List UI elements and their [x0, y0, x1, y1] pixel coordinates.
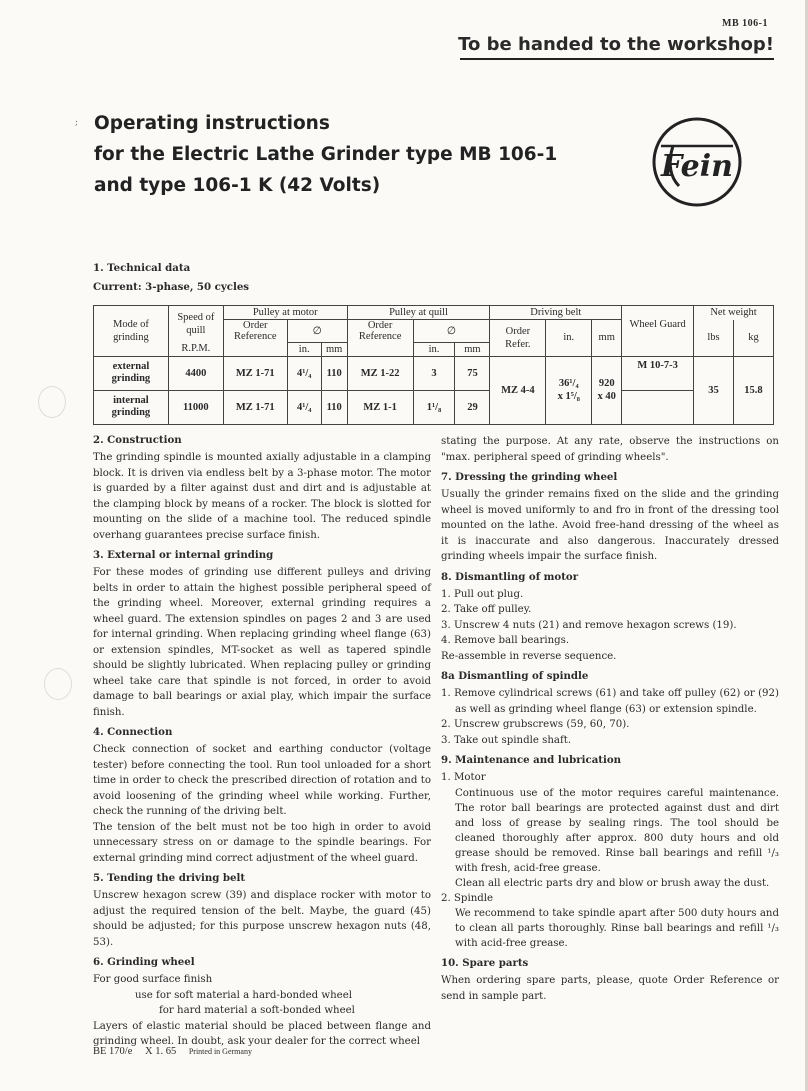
fein-logo-icon [651, 116, 743, 208]
section-heading: 2. Construction [93, 434, 182, 446]
workshop-notice: To be handed to the workshop! [458, 34, 774, 55]
cell-quill-ref: MZ 1-1 [347, 390, 413, 424]
section-heading: 8. Dismantling of motor [441, 570, 579, 583]
list-item: 2. Take off pulley. [441, 604, 532, 615]
left-column [93, 434, 431, 1050]
cell-mode: internal grinding [94, 390, 169, 424]
cell-speed: 4400 [168, 356, 223, 390]
footer-printed: Printed in Germany [188, 1047, 252, 1056]
section-text: Check connection of socket and earthing conductor (voltage tester) before connecting the tool. Run tool unloaded for a short time in order to check the prescribed direction of rotation and to avoid loosening of the grinding wheel while working. Further, check the running of the driving belt. [93, 744, 431, 817]
header-rule [460, 58, 774, 60]
header-belt: Driving belt [490, 306, 622, 320]
cell-lbs: 35 [694, 356, 734, 424]
maintenance-label: 2. Spindle [441, 892, 494, 904]
cell-motor-in: 4¹/₄ [287, 356, 321, 390]
cell-kg: 15.8 [733, 356, 773, 424]
header-rpm: R.P.M. [168, 342, 223, 356]
footer-code: BE 170/e [93, 1046, 133, 1057]
section-heading: 10. Spare parts [441, 957, 529, 969]
header-kg: kg [733, 320, 773, 357]
section-text: use for soft material a hard-bonded wheel [135, 989, 352, 1001]
motor-steps [441, 587, 779, 649]
table-row [94, 390, 774, 424]
section-heading: 6. Grinding wheel [93, 956, 195, 968]
right-column [441, 434, 779, 1004]
section-text: For good surface finish [93, 974, 213, 985]
section-text: Clean all electric parts dry and blow or brush away the dust. [455, 877, 770, 889]
header-diameter: ∅ [287, 320, 347, 343]
cell-quill-mm: 29 [455, 390, 490, 424]
cell-speed: 11000 [168, 390, 223, 424]
footer-date: X 1. 65 [145, 1046, 177, 1057]
section-text: The tension of the belt must not be too high in order to avoid unnecessary stress on or damage to the spindle bearings. For external grinding mind correct adjustment of the wheel guard. [93, 821, 431, 864]
section-text: For these modes of grinding use different pulleys and driving belts in order to attain the highest possible peripheral speed of the grinding wheel. Moreover, external grinding requires a wheel guard. The extension spindles on pages 2 and 3 are used for internal grinding. When replacing grinding wheel flange (63) or extension spindles, MT-socket as well as tapered spindle should be slightly lubricated. When replacing pulley or grinding wheel take care that spindle is not forced, in order to avoid damage to ball bearings or axial play, which impair the surface finish. [93, 567, 431, 718]
cell-motor-ref: MZ 1-71 [223, 356, 287, 390]
section-heading: 3. External or internal grinding [93, 549, 274, 561]
section-heading: 9. Maintenance and lubrication [441, 754, 622, 766]
cell-belt-mm [592, 356, 622, 424]
section-heading: 8a Dismantling of spindle [441, 670, 589, 682]
cell-quill-mm: 75 [455, 356, 490, 390]
header-diameter: ∅ [413, 320, 490, 343]
title-line: Operating instructions [94, 113, 330, 134]
logo-text: Fein [661, 149, 733, 184]
cell-belt-in [546, 356, 592, 424]
cell-guard [622, 390, 694, 424]
cell-quill-in: 1¹/₈ [413, 390, 455, 424]
section-text: When ordering spare parts, please, quote Order Reference or send in sample part. [441, 975, 779, 1002]
technical-heading: 1. Technical data [93, 262, 191, 274]
list-item: 4. Remove ball bearings. [441, 635, 570, 646]
belt-mm-line: x 40 [597, 391, 616, 402]
header-wheel-guard: Wheel Guard [622, 306, 694, 343]
header-lbs: lbs [694, 320, 734, 357]
header-motor-ref-spacer [223, 342, 287, 356]
section-heading: 4. Connection [93, 726, 173, 738]
list-item: 2. Unscrew grubscrews (59, 60, 70). [441, 719, 630, 730]
section-text: stating the purpose. At any rate, observe the instructions on "max. peripheral speed of grinding wheels". [441, 436, 779, 463]
header-net-weight: Net weight [694, 306, 774, 320]
technical-table [93, 305, 774, 425]
header-in: in. [413, 342, 455, 356]
section-text: Usually the grinder remains fixed on the slide and the grinding wheel is moved uniformly to and fro in front of the dressing tool mounted on the lathe. Avoid free-hand dressing of the wheel as it is inaccurate and also dangerous. Inaccurately dressed grinding wheels impair the surface finish. [441, 489, 779, 562]
title-line: for the Electric Lathe Grinder type MB 106-1 [94, 144, 558, 165]
header-quill-ref-spacer [347, 342, 413, 356]
section-text: Layers of elastic material should be placed between flange and grinding wheel. In doubt, ask your dealer for the correct wheel [93, 1020, 431, 1047]
belt-mm-line: 920 [598, 378, 615, 389]
list-item: 1. Pull out plug. [441, 588, 524, 600]
header-mode: Mode of grinding [94, 306, 169, 357]
maintenance-label: 1. Motor [441, 772, 486, 783]
section-text: We recommend to take spindle apart after 500 duty hours and to clean all parts thoroughly. Rinse ball bearings and refill ¹/₃ with acid-free grease. [455, 908, 779, 949]
punch-hole [44, 668, 72, 700]
section-text: The grinding spindle is mounted axially adjustable in a clamping block. It is driven via endless belt by a 3-phase motor. The motor is guarded by a filter against dust and dirt and is adjustable at the clamping block by means of a rocker. The block is slotted for mounting on the slide of a machine tool. The reduced spindle overhang guarantees precise surface finish. [93, 452, 431, 541]
cell-guard: M 10-7-3 [622, 356, 694, 390]
header-in: in. [287, 342, 321, 356]
list-item: 3. Take out spindle shaft. [441, 734, 572, 746]
punch-hole [38, 386, 66, 418]
list-item: 3. Unscrew 4 nuts (21) and remove hexagon screws (19). [441, 619, 737, 631]
header-order-refer: Order Refer. [490, 320, 546, 357]
belt-in-line: 36¹/₄ [558, 378, 579, 389]
section-text: Continuous use of the motor requires careful maintenance. The rotor ball bearings are protected against dust and dirt and loss of grease by sealing rings. The tool should be cleaned thoroughly after approx. 800 duty hours and old grease should be removed. Rinse ball bearings and refill ¹/₃ with fresh, acid-free grease. [455, 787, 779, 874]
doc-id: MB 106-1 [722, 18, 768, 29]
header-order-ref: Order Reference [223, 320, 287, 343]
cell-quill-ref: MZ 1-22 [347, 356, 413, 390]
cell-motor-in: 4¹/₄ [287, 390, 321, 424]
header-order-ref: Order Reference [347, 320, 413, 343]
cell-motor-mm: 110 [321, 390, 347, 424]
section-heading: 5. Tending the driving belt [93, 872, 246, 884]
belt-in-line: x 1⁵/₈ [557, 391, 580, 402]
header-in: in. [546, 320, 592, 357]
page-footer [93, 1046, 262, 1057]
header-guard-spacer [622, 342, 694, 356]
header-pulley-motor: Pulley at motor [223, 306, 347, 320]
page-title [94, 108, 557, 201]
section-text: Re-assemble in reverse sequence. [441, 650, 617, 662]
list-item: 1. Remove cylindrical screws (61) and take off pulley (62) or (92) as well as grinding wheel flange (63) or extension spindle. [441, 688, 779, 715]
cell-motor-mm: 110 [321, 356, 347, 390]
title-line: and type 106-1 K (42 Volts) [94, 175, 381, 196]
header-mm: mm [455, 342, 490, 356]
cell-belt-ref: MZ 4-4 [490, 356, 546, 424]
section-text: for hard material a soft-bonded wheel [159, 1005, 355, 1016]
section-heading: 7. Dressing the grinding wheel [441, 471, 618, 483]
margin-mark: ; [75, 118, 79, 128]
header-pulley-quill: Pulley at quill [347, 306, 490, 320]
header-speed: Speed of quill [168, 306, 223, 343]
current-line: Current: 3-phase, 50 cycles [93, 281, 250, 293]
cell-mode: external grinding [94, 356, 169, 390]
cell-quill-in: 3 [413, 356, 455, 390]
table-row [94, 356, 774, 390]
section-text: Unscrew hexagon screw (39) and displace rocker with motor to adjust the required tension of the belt. Maybe, the guard (45) should be adjusted; for this purpose unscrew hexagon nuts (48, 53). [93, 890, 431, 948]
cell-motor-ref: MZ 1-71 [223, 390, 287, 424]
header-mm: mm [321, 342, 347, 356]
header-mm: mm [592, 320, 622, 357]
spindle-steps [441, 686, 779, 748]
